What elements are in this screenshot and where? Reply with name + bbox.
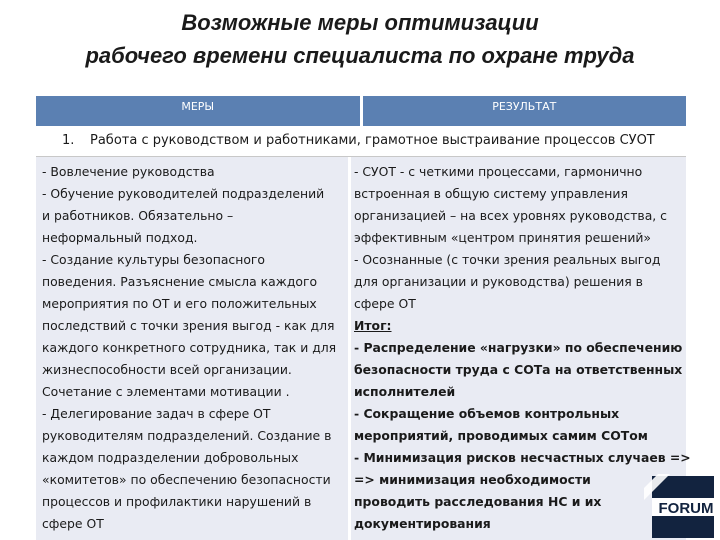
result-summary-line: безопасности труда с СОТа на ответственных [354, 362, 683, 377]
measures-line: сфере ОТ [42, 516, 104, 531]
result-line: эффективным «центром принятия решений» [354, 230, 652, 245]
logo-text: FORUM [658, 500, 714, 517]
result-summary-line: - Минимизация рисков несчастных случаев => [354, 450, 691, 465]
title-line-2: рабочего времени специалиста по охране труда [85, 43, 635, 68]
measures-line: последствий с точки зрения выгод - как для [42, 318, 335, 333]
measures-line: - Создание культуры безопасного [42, 252, 265, 267]
measures-line: процессов и профилактики нарушений в [42, 494, 312, 509]
measures-line: неформальный подход. [42, 230, 198, 245]
column-divider [348, 157, 351, 540]
measures-column [42, 161, 347, 535]
measures-line: - Обучение руководителей подразделений [42, 186, 325, 201]
page-title [0, 6, 720, 72]
table-body [36, 157, 691, 540]
result-summary-line: - Сокращение объемов контрольных [354, 406, 620, 421]
measures-line: Сочетание с элементами мотивации . [42, 384, 290, 399]
result-summary-line: => минимизация необходимости [354, 472, 591, 487]
header-result: РЕЗУЛЬТАТ [492, 100, 557, 113]
result-summary-label: Итог: [354, 318, 392, 333]
section-number: 1. [62, 133, 75, 148]
forum-logo [640, 470, 720, 540]
measures-line: - Вовлечение руководства [42, 164, 215, 179]
table-header [36, 96, 686, 126]
measures-line: руководителям подразделений. Создание в [42, 428, 332, 443]
measures-line: - Делегирование задач в сфере ОТ [42, 406, 271, 421]
result-summary-line: документирования [354, 516, 491, 531]
title-line-1: Возможные меры оптимизации [181, 10, 539, 35]
section-heading [36, 126, 686, 157]
measures-line: мероприятия по ОТ и его положительных [42, 296, 317, 311]
measures-line: каждого конкретного сотрудника, так и для [42, 340, 337, 355]
section-text: Работа с руководством и работниками, грамотное выстраивание процессов СУОТ [90, 133, 655, 148]
result-line: встроенная в общую систему управления [354, 186, 628, 201]
result-summary-line: - Распределение «нагрузки» по обеспечению [354, 340, 683, 355]
result-line: - Осознанные (с точки зрения реальных выгод [354, 252, 661, 267]
measures-line: каждом подразделении добровольных [42, 450, 299, 465]
result-line: сфере ОТ [354, 296, 416, 311]
result-summary-line: исполнителей [354, 384, 456, 399]
measures-line: поведения. Разъяснение смысла каждого [42, 274, 318, 289]
result-summary-line: мероприятий, проводимых самим СОТом [354, 428, 648, 443]
result-line: для организации и руководства) решения в [354, 274, 643, 289]
header-measures: МЕРЫ [36, 96, 363, 126]
measures-line: «комитетов» по обеспечению безопасности [42, 472, 331, 487]
measures-line: жизнеспособности всей организации. [42, 362, 292, 377]
result-line: - СУОТ - с четкими процессами, гармонично [354, 164, 643, 179]
result-line: организацией – на всех уровнях руководства, с [354, 208, 667, 223]
result-summary-line: проводить расследования НС и их [354, 494, 602, 509]
measures-line: и работников. Обязательно – [42, 208, 234, 223]
